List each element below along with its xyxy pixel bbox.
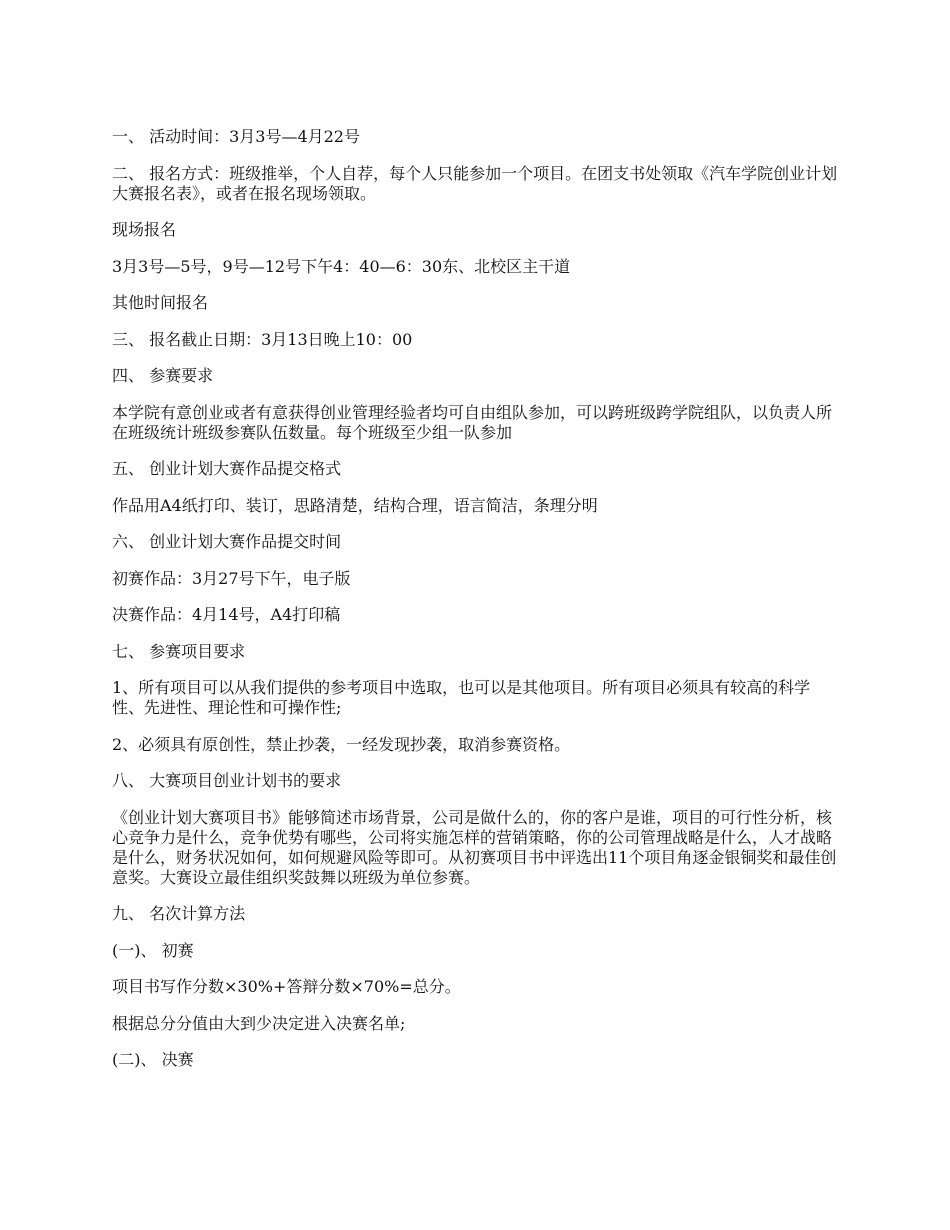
heading-final: (二)、 决赛 [112, 1050, 194, 1069]
paragraph-score-formula: 项目书写作分数×30%+答辩分数×70%=总分。 [112, 977, 461, 996]
heading-ranking-method: 九、 名次计算方法 [112, 904, 246, 923]
paragraph-business-plan: 《创业计划大赛项目书》能够简述市场背景，公司是做什么的，你的客户是谁，项目的可行性分析，核心竞争力是什么，竞争优势有哪些，公司将实施怎样的营销策略，你的公司管理战略是什么，人才战略是什么，财务状况如何，如何规避风险等即可。从初赛项目书中评选出11个项目角逐金银铜奖和最佳创意奖。大赛设立最佳组织奖鼓舞以班级为单位参赛。 [112, 807, 837, 887]
paragraph-onsite-schedule: 3月3号—5号，9号—12号下午4：40—6：30东、北校区主干道 [112, 256, 571, 276]
paragraph-submission-format: 作品用A4纸打印、装订，思路清楚，结构合理，语言简洁，条理分明 [112, 495, 598, 515]
document-body [112, 127, 842, 1087]
heading-submission-format: 五、 创业计划大赛作品提交格式 [112, 459, 342, 478]
heading-business-plan: 八、 大赛项目创业计划书的要求 [112, 771, 342, 790]
heading-project-requirements: 七、 参赛项目要求 [112, 641, 246, 661]
paragraph-other-registration: 其他时间报名 [112, 293, 209, 312]
paragraph-activity-time: 一、 活动时间：3月3号—4月22号 [112, 127, 360, 146]
paragraph-onsite-registration: 现场报名 [112, 220, 177, 239]
paragraph-deadline: 三、 报名截止日期：3月13日晚上10：00 [112, 329, 413, 349]
paragraph-final-list: 根据总分分值由大到少决定进入决赛名单; [112, 1013, 406, 1033]
paragraph-final-submission: 决赛作品：4月14号，A4打印稿 [112, 605, 341, 624]
paragraph-requirements: 本学院有意创业或者有意获得创业管理经验者均可自由组队参加，可以跨班级跨学院组队，以负责人所在班级统计班级参赛队伍数量。每个班级至少组一队参加 [112, 402, 833, 442]
heading-requirements: 四、 参赛要求 [112, 366, 214, 385]
paragraph-preliminary-submission: 初赛作品：3月27号下午，电子版 [112, 568, 351, 588]
paragraph-registration-method: 二、 报名方式：班级推举，个人自荐，每个人只能参加一个项目。在团支书处领取《汽车学院创业计划大赛报名表》，或者在报名现场领取。 [112, 163, 838, 203]
heading-submission-time: 六、 创业计划大赛作品提交时间 [112, 532, 342, 551]
paragraph-project-requirement-1: 1、所有项目可以从我们提供的参考项目中选取，也可以是其他项目。所有项目必须具有较高的科学性、先进性、理论性和可操作性; [112, 678, 811, 717]
heading-preliminary: (一)、 初赛 [112, 940, 194, 960]
paragraph-project-requirement-2: 2、必须具有原创性，禁止抄袭，一经发现抄袭，取消参赛资格。 [112, 734, 571, 754]
